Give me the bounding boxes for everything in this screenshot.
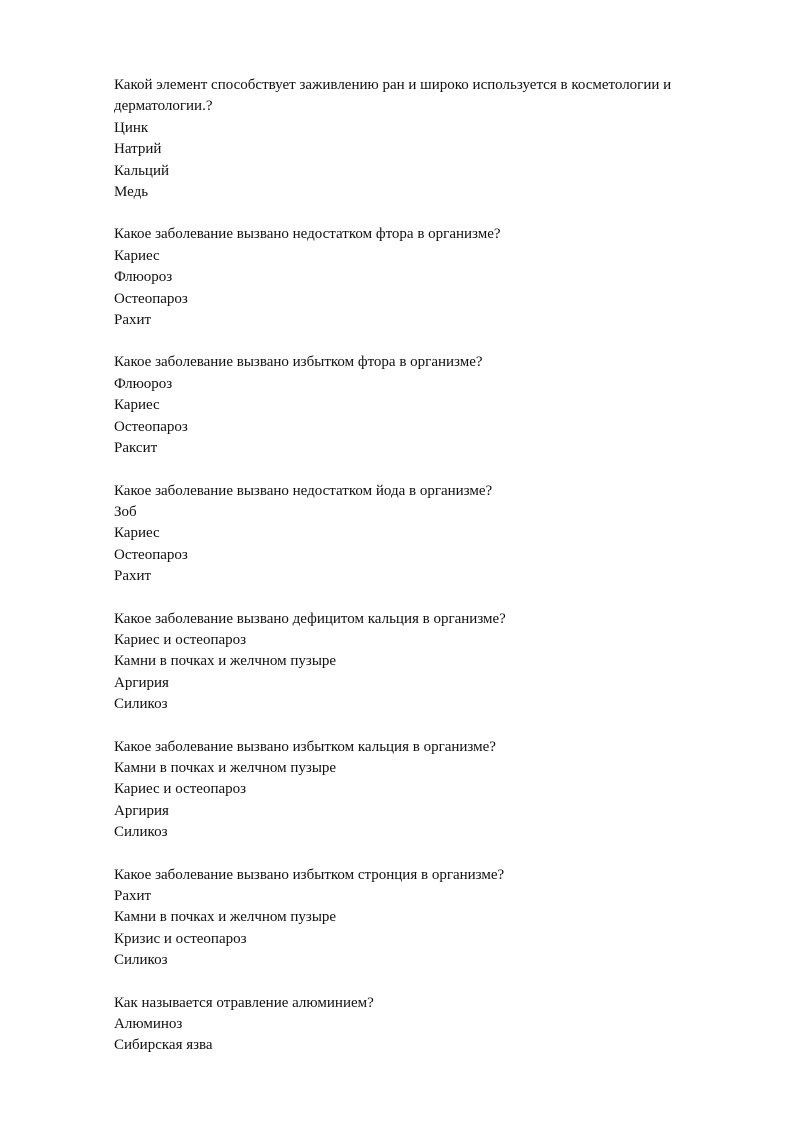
question-text: Какое заболевание вызвано избытком кальция в организме? bbox=[114, 738, 496, 755]
answer-option: Рахит bbox=[114, 312, 152, 329]
answer-option: Рахит bbox=[114, 568, 152, 585]
question-text: Как называется отравление алюминием? bbox=[114, 994, 374, 1011]
question-block bbox=[114, 865, 730, 972]
question-block bbox=[114, 993, 730, 1057]
answer-option: Остеопароз bbox=[114, 290, 188, 307]
answer-option: Кариес и остеопароз bbox=[114, 631, 247, 648]
answer-option: Силикоз bbox=[114, 824, 168, 841]
answer-option: Силикоз bbox=[114, 952, 168, 969]
question-block bbox=[114, 75, 730, 203]
question-text: Какое заболевание вызвано избытком стронция в организме? bbox=[114, 866, 505, 883]
question-block bbox=[114, 481, 730, 588]
question-text: Какой элемент способствует заживлению ран и широко используется в косметологии и дерматологии.? bbox=[114, 77, 672, 115]
answer-option: Аргирия bbox=[114, 674, 169, 691]
answer-option: Цинк bbox=[114, 119, 149, 136]
answer-option: Кариес и остеопароз bbox=[114, 781, 247, 798]
answer-option: Аргирия bbox=[114, 802, 169, 819]
answer-option: Медь bbox=[114, 184, 149, 201]
question-block bbox=[114, 224, 730, 331]
answer-option: Кариес bbox=[114, 397, 160, 414]
answer-option: Камни в почках и желчном пузыре bbox=[114, 759, 337, 776]
answer-option: Флюороз bbox=[114, 269, 173, 286]
question-block bbox=[114, 609, 730, 716]
answer-option: Кариес bbox=[114, 525, 160, 542]
question-text: Какое заболевание вызвано избытком фтора в организме? bbox=[114, 354, 483, 371]
answer-option: Сибирская язва bbox=[114, 1037, 213, 1054]
answer-option: Остеопароз bbox=[114, 546, 188, 563]
answer-option: Алюминоз bbox=[114, 1016, 183, 1033]
answer-option: Раксит bbox=[114, 440, 158, 457]
question-text: Какое заболевание вызвано недостатком йода в организме? bbox=[114, 482, 493, 499]
document-page bbox=[114, 75, 730, 1078]
question-text: Какое заболевание вызвано недостатком фтора в организме? bbox=[114, 226, 501, 243]
answer-option: Камни в почках и желчном пузыре bbox=[114, 653, 337, 670]
answer-option: Остеопароз bbox=[114, 418, 188, 435]
answer-option: Рахит bbox=[114, 888, 152, 904]
question-block bbox=[114, 737, 730, 844]
answer-option: Кариес bbox=[114, 247, 160, 264]
answer-option: Кризис и остеопароз bbox=[114, 930, 247, 947]
answer-option: Кальций bbox=[114, 162, 170, 179]
answer-option: Зоб bbox=[114, 503, 137, 520]
question-block bbox=[114, 352, 730, 459]
answer-option: Камни в почках и желчном пузыре bbox=[114, 909, 337, 926]
question-text: Какое заболевание вызвано дефицитом кальция в организме? bbox=[114, 610, 506, 627]
answer-option: Флюороз bbox=[114, 375, 173, 392]
answer-option: Натрий bbox=[114, 141, 162, 158]
answer-option: Силикоз bbox=[114, 696, 168, 713]
